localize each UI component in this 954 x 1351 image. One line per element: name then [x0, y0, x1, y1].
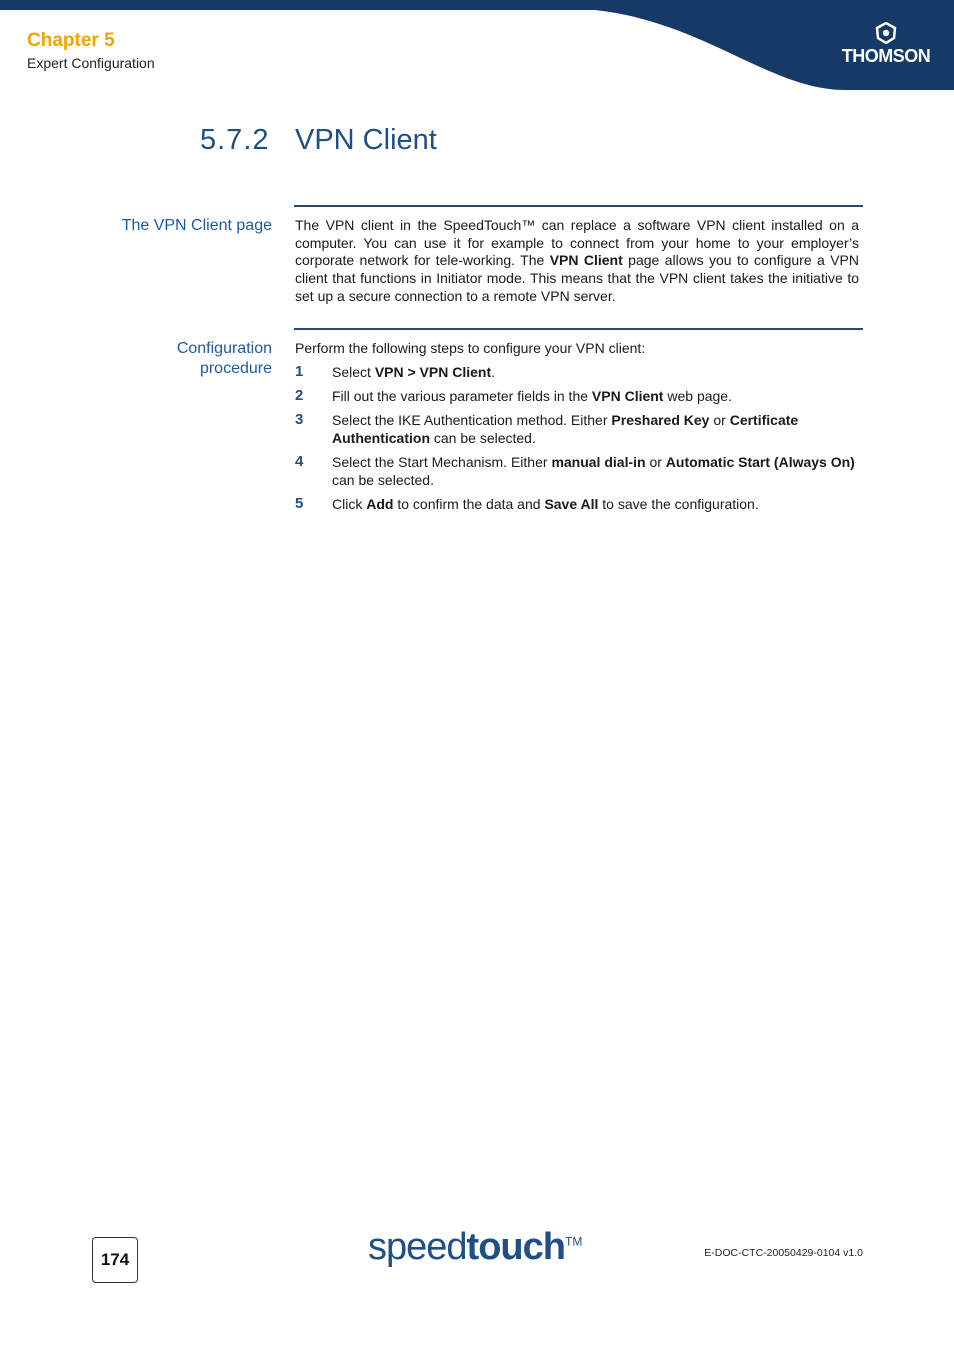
vpn-client-description: [295, 217, 859, 306]
step-text: to confirm the data and: [393, 496, 545, 512]
document-id: E-DOC-CTC-20050429-0104 v1.0: [704, 1247, 863, 1259]
page-number-box: [92, 1237, 138, 1283]
description-text: page allows you to configure a VPN client that functions in Initiator mode. This means that the VPN client takes the initiative to set up a secure connection to a remote VPN server.: [295, 252, 859, 304]
step-text: Fill out the various parameter fields in the: [332, 388, 592, 404]
step-bold: manual dial-in: [551, 454, 646, 470]
side-heading-vpn-client-page: The VPN Client page: [121, 217, 272, 234]
procedure-step: [295, 411, 863, 447]
step-text: or: [709, 412, 730, 428]
step-number: 2: [295, 387, 304, 404]
step-text: Select the IKE Authentication method. Either: [332, 412, 612, 428]
procedure-intro: Perform the following steps to configure your VPN client:: [295, 340, 646, 356]
thomson-logo: [836, 22, 936, 70]
brand-text-speed: speed: [368, 1226, 467, 1268]
procedure-steps: [295, 363, 863, 519]
section-heading: VPN Client: [295, 124, 437, 156]
step-bold: Preshared Key: [611, 412, 710, 428]
side-heading-configuration-procedure: [177, 339, 272, 379]
step-text: web page.: [663, 388, 732, 404]
step-bold: VPN > VPN Client: [374, 364, 492, 380]
step-text: Click: [332, 496, 367, 512]
step-number: 4: [295, 453, 304, 470]
page-number: 174: [100, 1250, 130, 1269]
section-title: [200, 124, 437, 157]
chapter-label: Chapter 5: [27, 30, 115, 51]
procedure-step: [295, 453, 863, 489]
speedtouch-logo: [368, 1226, 582, 1269]
step-text: or: [645, 454, 666, 470]
step-number: 3: [295, 411, 304, 428]
description-bold: VPN Client: [549, 252, 623, 269]
step-bold: Certificate Authentication: [332, 412, 799, 446]
thomson-logo-text: THOMSON: [841, 46, 931, 66]
step-bold: Add: [366, 496, 394, 512]
thomson-logo-icon: [874, 22, 898, 44]
step-bold: Save All: [544, 496, 599, 512]
header-band: [0, 0, 954, 92]
step-number: 5: [295, 495, 304, 512]
chapter-subtitle: Expert Configuration: [27, 55, 155, 71]
procedure-step: [295, 363, 863, 381]
step-text: .: [491, 364, 496, 380]
divider-rule: [294, 205, 863, 207]
step-bold: Automatic Start (Always On): [665, 454, 855, 470]
side-heading-line: procedure: [199, 360, 272, 377]
step-text: can be selected.: [332, 472, 434, 488]
brand-trademark: TM: [564, 1234, 583, 1249]
step-text: to save the configuration.: [598, 496, 759, 512]
brand-text-touch: touch: [466, 1226, 565, 1268]
step-text: can be selected.: [430, 430, 536, 446]
procedure-step: [295, 495, 863, 513]
step-bold: VPN Client: [591, 388, 664, 404]
step-text: Select: [332, 364, 375, 380]
side-heading-line: Configuration: [176, 340, 272, 357]
divider-rule: [294, 328, 863, 330]
procedure-step: [295, 387, 863, 405]
step-text: Select the Start Mechanism. Either: [332, 454, 552, 470]
step-number: 1: [295, 363, 304, 380]
section-number: 5.7.2: [200, 124, 270, 156]
description-text: The VPN client in the SpeedTouch™ can replace a software VPN client installed on a computer. You can use it for example to connect from your home to your employer’s corporate network for tele-working. The: [295, 217, 859, 269]
